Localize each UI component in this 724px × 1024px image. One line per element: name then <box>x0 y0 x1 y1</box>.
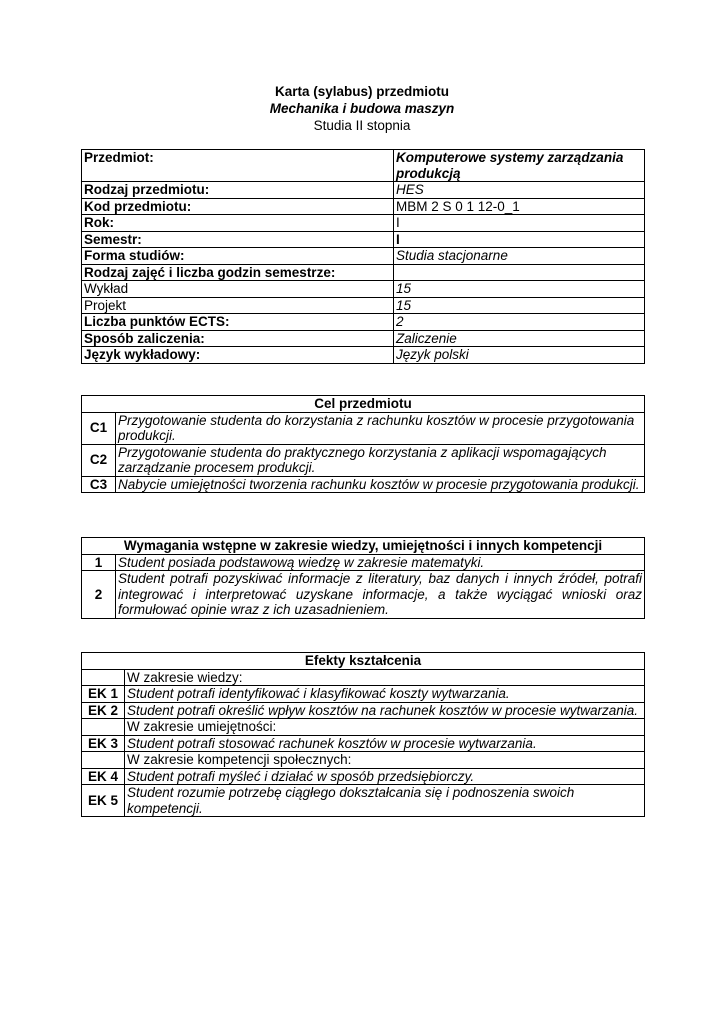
info-value: I <box>394 231 645 248</box>
objective-code: C3 <box>82 476 116 493</box>
info-label: Wykład <box>82 281 394 298</box>
outcome-text: Student potrafi myśleć i działać w sposób przedsiębiorczy. <box>125 768 645 785</box>
outcome-section-label: W zakresie umiejętności: <box>125 719 645 736</box>
info-value: Komputerowe systemy zarządzania produkcją <box>394 150 645 182</box>
info-row <box>82 281 645 298</box>
info-row <box>82 248 645 265</box>
document-title: Karta (sylabus) przedmiotu <box>274 84 450 99</box>
info-row <box>82 231 645 248</box>
outcome-code: EK 1 <box>82 686 125 703</box>
objectives-title: Cel przedmiotu <box>82 396 645 413</box>
objective-row <box>82 444 645 476</box>
outcome-section-row <box>82 669 645 686</box>
info-row <box>82 330 645 347</box>
outcome-code: EK 2 <box>82 702 125 719</box>
outcome-text: Student potrafi identyfikować i klasyfikować koszty wytwarzania. <box>125 686 645 703</box>
prerequisite-code: 1 <box>82 554 116 571</box>
objective-code: C1 <box>82 412 116 444</box>
prerequisite-code: 2 <box>82 571 116 619</box>
info-label: Kod przedmiotu: <box>82 198 394 215</box>
info-label: Rodzaj przedmiotu: <box>82 182 394 199</box>
info-label: Projekt <box>82 297 394 314</box>
outcome-row <box>82 686 645 703</box>
prerequisite-text: Student posiada podstawową wiedzę w zakresie matematyki. <box>116 554 645 571</box>
prerequisites-table <box>81 537 645 619</box>
outcomes-title: Efekty kształcenia <box>82 653 645 670</box>
objective-text: Nabycie umiejętności tworzenia rachunku kosztów w procesie przygotowania produkcji. <box>116 476 645 493</box>
outcome-section-spacer <box>82 669 125 686</box>
info-row <box>82 150 645 182</box>
info-value: Język polski <box>394 347 645 364</box>
outcome-section-row <box>82 719 645 736</box>
outcome-code: EK 4 <box>82 768 125 785</box>
info-label: Język wykładowy: <box>82 347 394 364</box>
objective-code: C2 <box>82 444 116 476</box>
info-value: I <box>394 215 645 232</box>
learning-outcomes-table <box>81 652 645 817</box>
info-row <box>82 215 645 232</box>
info-value <box>394 264 645 281</box>
info-label: Rok: <box>82 215 394 232</box>
info-row <box>82 264 645 281</box>
outcome-code: EK 3 <box>82 735 125 752</box>
outcome-code: EK 5 <box>82 785 125 817</box>
info-value: Zaliczenie <box>394 330 645 347</box>
info-row <box>82 347 645 364</box>
outcome-text: Student potrafi stosować rachunek kosztów w procesie wytwarzania. <box>125 735 645 752</box>
outcome-section-label: W zakresie kompetencji społecznych: <box>125 752 645 769</box>
objective-text: Przygotowanie studenta do praktycznego korzystania z aplikacji wspomagających zarządzanie procesem produkcji. <box>116 444 645 476</box>
info-label: Sposób zaliczenia: <box>82 330 394 347</box>
objective-text: Przygotowanie studenta do korzystania z rachunku kosztów w procesie przygotowania produkcji. <box>116 412 645 444</box>
info-value: HES <box>394 182 645 199</box>
outcome-section-row <box>82 752 645 769</box>
objective-row <box>82 476 645 493</box>
study-level: Studia II stopnia <box>313 118 411 133</box>
info-label: Przedmiot: <box>82 150 394 182</box>
info-row <box>82 182 645 199</box>
document-header <box>0 83 724 134</box>
info-value: Studia stacjonarne <box>394 248 645 265</box>
outcome-row <box>82 702 645 719</box>
info-label: Semestr: <box>82 231 394 248</box>
outcome-text: Student rozumie potrzebę ciągłego dokształcania się i podnoszenia swoich kompetencji. <box>125 785 645 817</box>
info-label: Liczba punktów ECTS: <box>82 314 394 331</box>
info-row <box>82 297 645 314</box>
outcome-row <box>82 735 645 752</box>
objective-row <box>82 412 645 444</box>
prerequisite-text: Student potrafi pozyskiwać informacje z literatury, baz danych i innych źródeł, potrafi integrować i interpretować uzyskane informacje, a także wyciągać wnioski oraz formułować opinie wraz z ich uzasadnieniem. <box>116 571 645 619</box>
course-info-table <box>81 149 645 364</box>
info-value: 15 <box>394 297 645 314</box>
prerequisites-title: Wymagania wstępne w zakresie wiedzy, umiejętności i innych kompetencji <box>82 538 645 555</box>
info-value: 2 <box>394 314 645 331</box>
info-row <box>82 314 645 331</box>
info-value: MBM 2 S 0 1 12-0_1 <box>394 198 645 215</box>
info-label: Forma studiów: <box>82 248 394 265</box>
program-name: Mechanika i budowa maszyn <box>269 101 455 116</box>
outcome-section-label: W zakresie wiedzy: <box>125 669 645 686</box>
outcome-text: Student potrafi określić wpływ kosztów na rachunek kosztów w procesie wytwarzania. <box>125 702 645 719</box>
outcome-section-spacer <box>82 752 125 769</box>
course-objectives-table <box>81 395 645 493</box>
outcome-section-spacer <box>82 719 125 736</box>
prerequisite-row <box>82 554 645 571</box>
outcome-row <box>82 785 645 817</box>
info-value: 15 <box>394 281 645 298</box>
outcome-row <box>82 768 645 785</box>
info-label: Rodzaj zajęć i liczba godzin semestrze: <box>82 264 394 281</box>
info-row <box>82 198 645 215</box>
prerequisite-row <box>82 571 645 619</box>
